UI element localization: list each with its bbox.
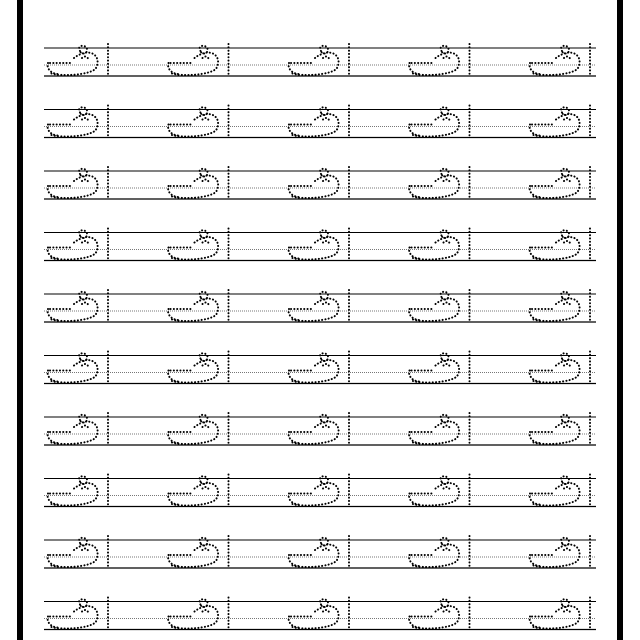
tracing-glyph bbox=[409, 475, 469, 507]
tracing-glyph bbox=[48, 352, 108, 384]
tracing-glyph bbox=[168, 475, 228, 507]
tracing-glyph bbox=[289, 106, 349, 138]
tracing-row bbox=[44, 229, 596, 261]
tracing-glyph bbox=[530, 44, 590, 76]
tracing-glyph bbox=[168, 598, 228, 630]
tracing-glyph bbox=[168, 44, 228, 76]
tracing-row bbox=[44, 413, 596, 445]
tracing-glyph bbox=[289, 413, 349, 445]
tracing-glyph bbox=[289, 44, 349, 76]
tracing-glyph bbox=[409, 44, 469, 76]
tracing-row bbox=[44, 536, 596, 568]
tracing-glyph bbox=[168, 352, 228, 384]
tracing-glyph bbox=[48, 229, 108, 261]
tracing-glyph bbox=[48, 475, 108, 507]
tracing-glyph bbox=[289, 475, 349, 507]
tracing-glyph bbox=[289, 167, 349, 199]
tracing-glyph bbox=[530, 413, 590, 445]
tracing-glyph bbox=[48, 167, 108, 199]
tracing-rows bbox=[44, 44, 596, 640]
tracing-glyph bbox=[168, 106, 228, 138]
tracing-row bbox=[44, 290, 596, 322]
tracing-glyph bbox=[530, 475, 590, 507]
tracing-row bbox=[44, 106, 596, 138]
tracing-row bbox=[44, 352, 596, 384]
tracing-glyph bbox=[289, 229, 349, 261]
tracing-glyph bbox=[289, 352, 349, 384]
tracing-glyph bbox=[409, 106, 469, 138]
tracing-glyph bbox=[48, 598, 108, 630]
tracing-glyph bbox=[48, 290, 108, 322]
tracing-glyph bbox=[168, 229, 228, 261]
tracing-glyph bbox=[48, 536, 108, 568]
tracing-glyph bbox=[409, 413, 469, 445]
tracing-row bbox=[44, 475, 596, 507]
tracing-glyph bbox=[530, 352, 590, 384]
tracing-glyph bbox=[289, 536, 349, 568]
tracing-glyph bbox=[409, 598, 469, 630]
tracing-glyph bbox=[48, 413, 108, 445]
tracing-glyph bbox=[530, 598, 590, 630]
tracing-glyph bbox=[409, 290, 469, 322]
tracing-glyph bbox=[48, 44, 108, 76]
tracing-glyph bbox=[168, 167, 228, 199]
tracing-glyph bbox=[289, 598, 349, 630]
tracing-glyph bbox=[530, 290, 590, 322]
tracing-glyph bbox=[409, 167, 469, 199]
tracing-glyph bbox=[168, 290, 228, 322]
tracing-row bbox=[44, 44, 596, 76]
tracing-glyph bbox=[48, 106, 108, 138]
tracing-glyph bbox=[530, 106, 590, 138]
tracing-glyph bbox=[409, 536, 469, 568]
tracing-glyph bbox=[409, 229, 469, 261]
tracing-glyph bbox=[530, 229, 590, 261]
tracing-glyph bbox=[530, 167, 590, 199]
tracing-glyph bbox=[409, 352, 469, 384]
tracing-row bbox=[44, 598, 596, 630]
tracing-glyph bbox=[289, 290, 349, 322]
tracing-row bbox=[44, 167, 596, 199]
tracing-glyph bbox=[168, 536, 228, 568]
tracing-glyph bbox=[530, 536, 590, 568]
tracing-glyph bbox=[168, 413, 228, 445]
